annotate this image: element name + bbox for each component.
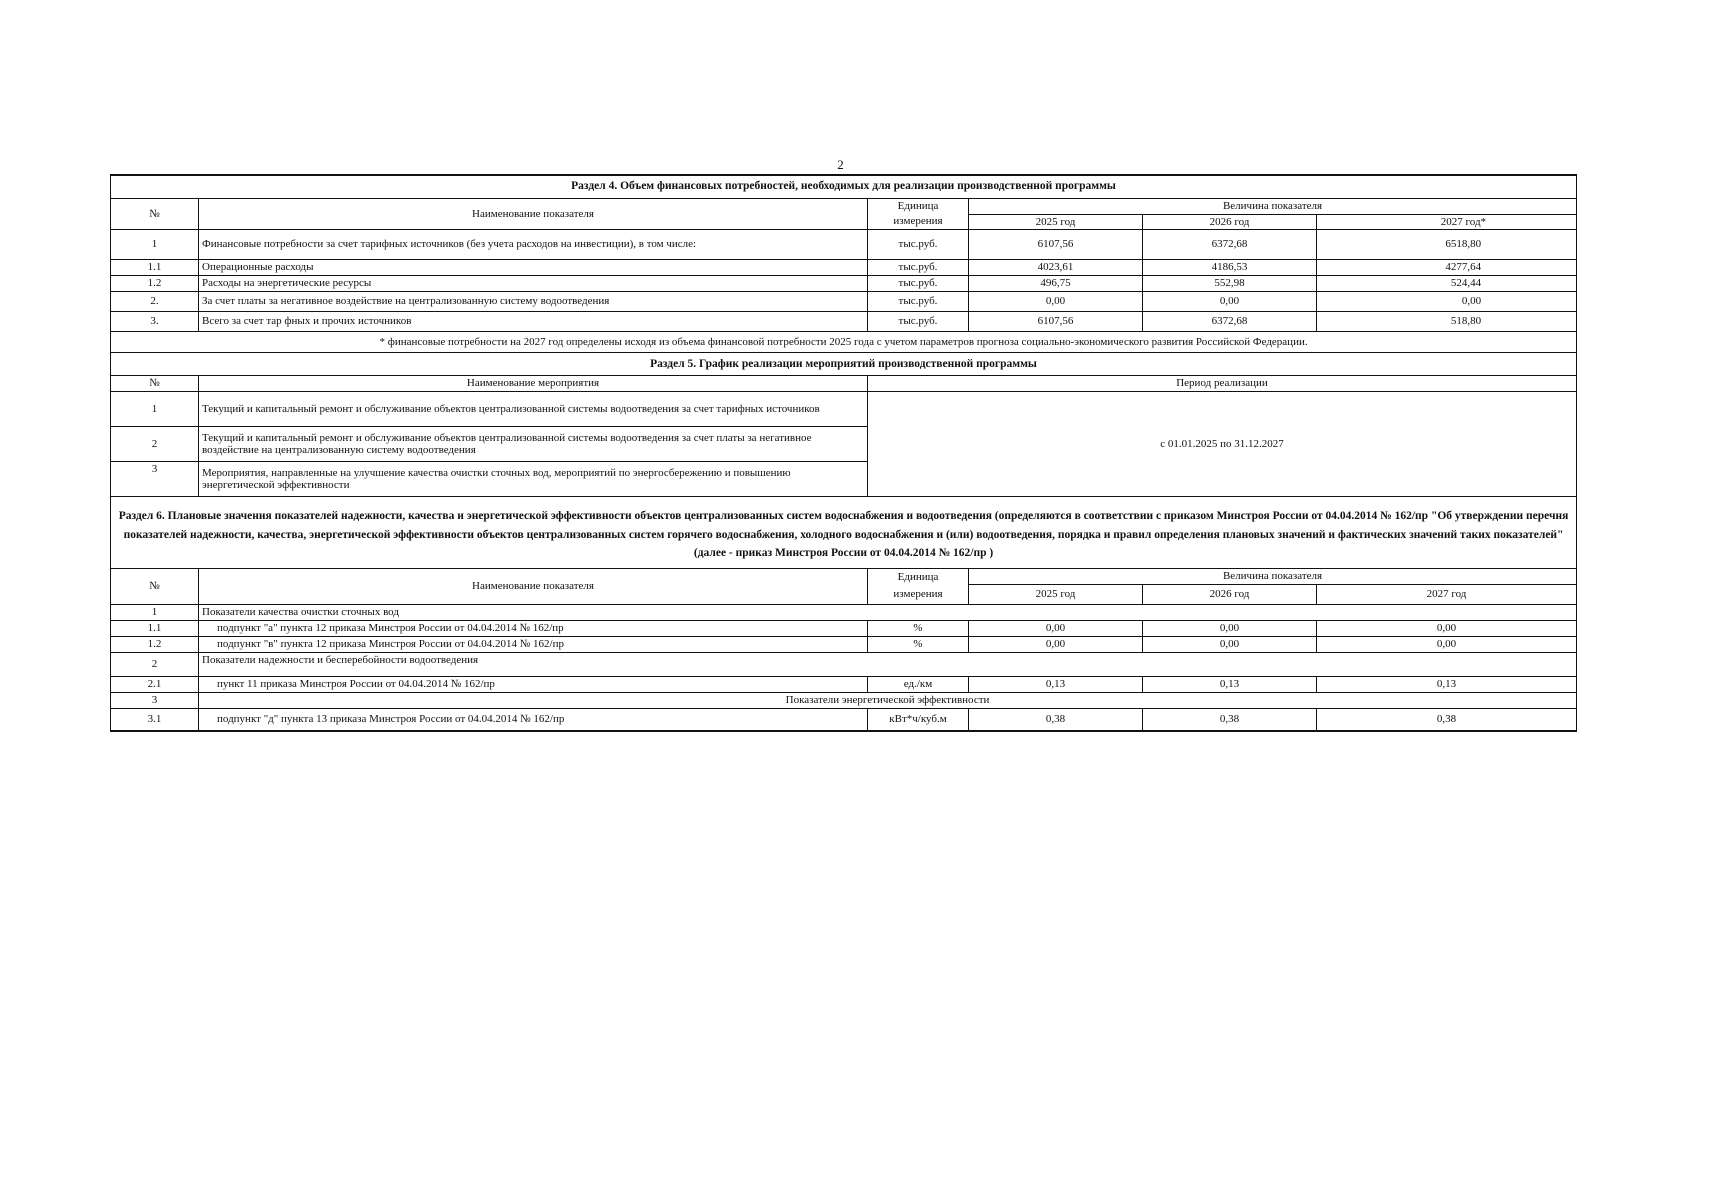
row-value-2026: 6372,68 bbox=[1143, 230, 1317, 260]
row-unit: ед./км bbox=[868, 677, 969, 693]
header-year-2026: 2026 год bbox=[1143, 214, 1317, 230]
row-value-2026: 0,00 bbox=[1143, 292, 1317, 312]
section5-title: Раздел 5. График реализации мероприятий производственной программы bbox=[111, 353, 1577, 376]
row-value-2027: 0,00 bbox=[1317, 637, 1577, 653]
row-value-2025: 6107,56 bbox=[969, 230, 1143, 260]
header-year-2025: 2025 год bbox=[969, 214, 1143, 230]
row-num: 1.2 bbox=[111, 637, 199, 653]
group-name: Показатели энергетической эффективности bbox=[199, 693, 1577, 709]
row-unit: тыс.руб. bbox=[868, 230, 969, 260]
row-num: 1.1 bbox=[111, 621, 199, 637]
row-name: Всего за счет тар фных и прочих источников bbox=[199, 312, 868, 332]
section4-table bbox=[110, 174, 1577, 353]
row-num: 2.1 bbox=[111, 677, 199, 693]
row-value-2027: 0,38 bbox=[1317, 709, 1577, 731]
row-num: 2 bbox=[111, 427, 199, 462]
page-number: 2 bbox=[837, 157, 844, 172]
row-value-2026: 4186,53 bbox=[1143, 260, 1317, 276]
group-num: 2 bbox=[111, 653, 199, 677]
header-num: № bbox=[111, 569, 199, 605]
header-value-group: Величина показателя bbox=[969, 199, 1577, 215]
row-num: 3. bbox=[111, 312, 199, 332]
row-value-2025: 0,00 bbox=[969, 621, 1143, 637]
row-name: подпункт "в" пункта 12 приказа Минстроя России от 04.04.2014 № 162/пр bbox=[199, 637, 868, 653]
row-unit: кВт*ч/куб.м bbox=[868, 709, 969, 731]
row-name: Мероприятия, направленные на улучшение качества очистки сточных вод, мероприятий по энергосбережению и повышению энергетической эффективности bbox=[199, 462, 868, 497]
header-name: Наименование показателя bbox=[199, 569, 868, 605]
row-value-2027: 0,13 bbox=[1317, 677, 1577, 693]
row-unit: тыс.руб. bbox=[868, 276, 969, 292]
header-num: № bbox=[111, 376, 199, 392]
row-value-2026: 0,13 bbox=[1143, 677, 1317, 693]
header-num: № bbox=[111, 199, 199, 230]
header-year-2026: 2026 год bbox=[1143, 585, 1317, 605]
row-value-2026: 552,98 bbox=[1143, 276, 1317, 292]
row-value-2027: 518,80 bbox=[1317, 312, 1577, 332]
row-value-2025: 496,75 bbox=[969, 276, 1143, 292]
header-year-2027: 2027 год bbox=[1317, 585, 1577, 605]
section4-footnote: * финансовые потребности на 2027 год определены исходя из объема финансовой потребности 2025 года с учетом параметров прогноза социально-экономического развития Российской Федерации. bbox=[111, 332, 1577, 353]
row-name: подпункт "д" пункта 13 приказа Минстроя России от 04.04.2014 № 162/пр bbox=[199, 709, 868, 731]
row-name: Текущий и капитальный ремонт и обслуживание объектов централизованной системы водоотведения за счет платы за негативное воздействие на централизованную систему водоотведения bbox=[199, 427, 868, 462]
header-unit-line1: Единица bbox=[868, 569, 969, 585]
row-name: подпункт "а" пункта 12 приказа Минстроя России от 04.04.2014 № 162/пр bbox=[199, 621, 868, 637]
header-name: Наименование показателя bbox=[199, 199, 868, 230]
group-name: Показатели надежности и бесперебойности водоотведения bbox=[199, 653, 1577, 677]
header-year-2025: 2025 год bbox=[969, 585, 1143, 605]
row-unit: % bbox=[868, 637, 969, 653]
header-year-2027: 2027 год* bbox=[1317, 214, 1577, 230]
section5-table bbox=[110, 352, 1577, 497]
header-unit-line2: измерения bbox=[868, 585, 969, 605]
section6-title: Раздел 6. Плановые значения показателей надежности, качества и энергетической эффективности объектов централизованных систем водоснабжения и водоотведения (определяются в соответствии с приказом Минстроя России от 04.04.2014 № 162/пр "Об утверждении перечня показателей надежности, качества, энергетической эффективности объектов централизованных систем горячего водоснабжения, холодного водоснабжения и (или) водоотведения, порядка и правил определения плановых значений и фактических значений таких показателей" (далее - приказ Минстроя России от 04.04.2014 № 162/пр ) bbox=[111, 497, 1577, 569]
row-name: За счет платы за негативное воздействие на централизованную систему водоотведения bbox=[199, 292, 868, 312]
row-value-2026: 0,00 bbox=[1143, 637, 1317, 653]
row-value-2025: 4023,61 bbox=[969, 260, 1143, 276]
row-value-2025: 0,38 bbox=[969, 709, 1143, 731]
row-num: 1.1 bbox=[111, 260, 199, 276]
header-period: Период реализации bbox=[868, 376, 1577, 392]
row-value-2027: 6518,80 bbox=[1317, 230, 1577, 260]
section4-title: Раздел 4. Объем финансовых потребностей, необходимых для реализации производственной программы bbox=[111, 175, 1577, 199]
row-value-2025: 0,13 bbox=[969, 677, 1143, 693]
row-num: 1 bbox=[111, 392, 199, 427]
row-num: 1 bbox=[111, 230, 199, 260]
document-sheet bbox=[110, 174, 1576, 732]
row-num: 3 bbox=[111, 462, 199, 497]
row-name: пункт 11 приказа Минстроя России от 04.04.2014 № 162/пр bbox=[199, 677, 868, 693]
row-value-2027: 0,00 bbox=[1317, 621, 1577, 637]
row-value-2027: 0,00 bbox=[1317, 292, 1577, 312]
row-unit: тыс.руб. bbox=[868, 260, 969, 276]
row-value-2027: 4277,64 bbox=[1317, 260, 1577, 276]
row-num: 3.1 bbox=[111, 709, 199, 731]
group-name: Показатели качества очистки сточных вод bbox=[199, 605, 1577, 621]
row-unit: тыс.руб. bbox=[868, 292, 969, 312]
header-unit-line1: Единица bbox=[868, 199, 969, 215]
row-value-2026: 0,38 bbox=[1143, 709, 1317, 731]
header-unit-line2: измерения bbox=[868, 214, 969, 230]
row-value-2025: 0,00 bbox=[969, 292, 1143, 312]
group-num: 1 bbox=[111, 605, 199, 621]
row-value-2026: 0,00 bbox=[1143, 621, 1317, 637]
header-value-group: Величина показателя bbox=[969, 569, 1577, 585]
row-num: 1.2 bbox=[111, 276, 199, 292]
header-name: Наименование мероприятия bbox=[199, 376, 868, 392]
row-value-2025: 0,00 bbox=[969, 637, 1143, 653]
row-name: Текущий и капитальный ремонт и обслуживание объектов централизованной системы водоотведения за счет тарифных источников bbox=[199, 392, 868, 427]
row-value-2025: 6107,56 bbox=[969, 312, 1143, 332]
row-value-2026: 6372,68 bbox=[1143, 312, 1317, 332]
row-name: Расходы на энергетические ресурсы bbox=[199, 276, 868, 292]
section6-table bbox=[110, 496, 1577, 731]
row-name: Операционные расходы bbox=[199, 260, 868, 276]
row-value-2027: 524,44 bbox=[1317, 276, 1577, 292]
period-value: с 01.01.2025 по 31.12.2027 bbox=[868, 392, 1577, 497]
row-name: Финансовые потребности за счет тарифных источников (без учета расходов на инвестиции), в том числе: bbox=[199, 230, 868, 260]
row-num: 2. bbox=[111, 292, 199, 312]
row-unit: % bbox=[868, 621, 969, 637]
row-unit: тыс.руб. bbox=[868, 312, 969, 332]
group-num: 3 bbox=[111, 693, 199, 709]
